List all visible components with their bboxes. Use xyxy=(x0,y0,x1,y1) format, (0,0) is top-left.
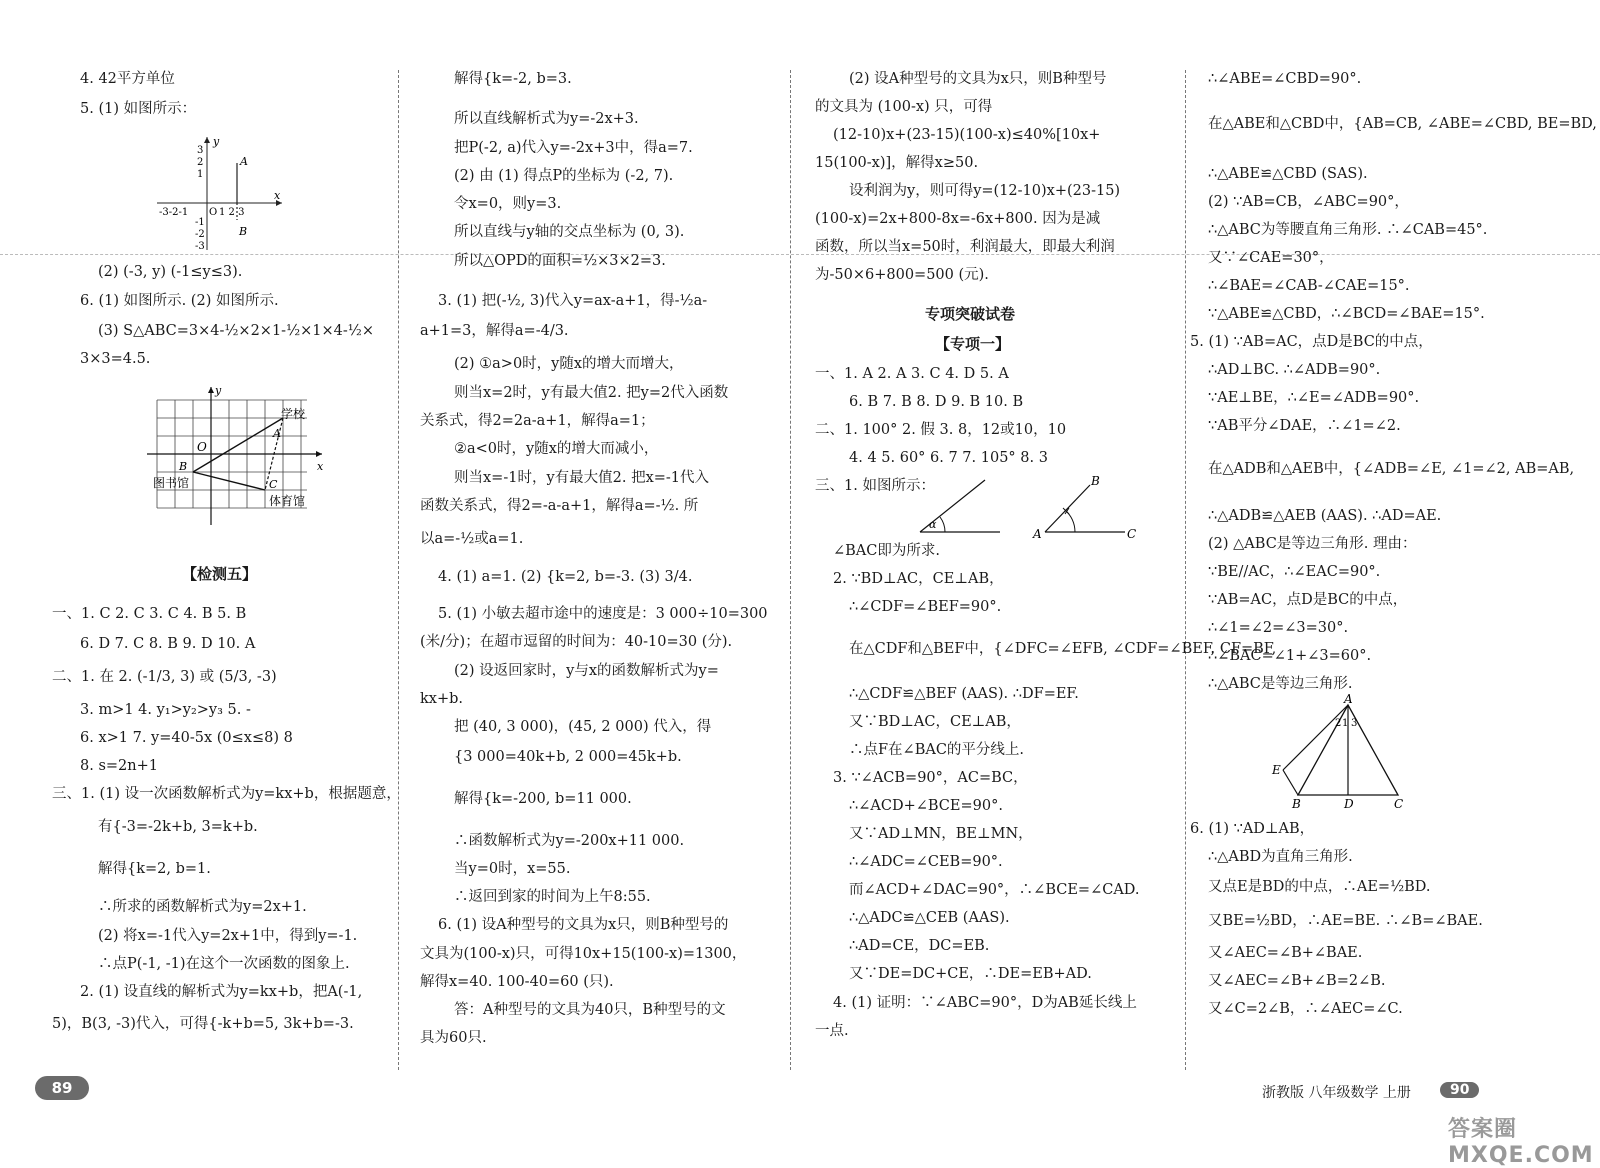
text-line: (2) (-3, y) (-1≤y≤3). xyxy=(98,264,243,280)
text-line: 函数，所以当x=50时，利润最大，即最大利润 xyxy=(815,239,1115,255)
text-line: 又∠AEC=∠B+∠B=2∠B. xyxy=(1208,973,1386,989)
text-line: 5. (1) 如图所示： xyxy=(80,101,197,117)
text-line: 3. ∵∠ACB=90°，AC=BC， xyxy=(833,770,1028,786)
text-line: 4. 4 5. 60° 6. 7 7. 105° 8. 3 xyxy=(849,450,1048,466)
tick-label: 2 xyxy=(197,157,204,168)
text-line: 一、1. A 2. A 3. C 4. D 5. A xyxy=(815,366,1009,382)
text-line: 4. 42平方单位 xyxy=(80,71,175,87)
text-line: ∴∠ABE=∠CBD=90°. xyxy=(1208,71,1362,87)
point-label: A xyxy=(240,155,248,168)
text-line: 在△ABE和△CBD中，{AB=CB, ∠ABE=∠CBD, BE=BD, xyxy=(1208,116,1597,132)
text-line: (2) ①a>0时，y随x的增大而增大， xyxy=(454,356,684,372)
text-line: 6. (1) 如图所示. (2) 如图所示. xyxy=(80,293,279,309)
text-line: 15(100-x)]，解得x≥50. xyxy=(815,155,979,171)
text-line: 所以△OPD的面积=½×3×2=3. xyxy=(454,253,666,269)
text-line: 6. (1) 设A种型号的文具为x只，则B种型号的 xyxy=(438,917,729,933)
origin-label: O xyxy=(209,207,218,218)
text-line: ∴∠1=∠2=∠3=30°. xyxy=(1208,620,1349,636)
text-line: 5)，B(3, -3)代入，可得{-k+b=5, 3k+b=-3. xyxy=(52,1016,354,1032)
origin-label: O xyxy=(197,440,207,454)
text-line: 文具为(100-x)只，可得10x+15(100-x)=1300， xyxy=(420,946,747,962)
column-divider xyxy=(790,70,791,1070)
text-line: ∴∠BAE=∠CAB-∠CAE=15°. xyxy=(1208,278,1410,294)
text-line: ∴所求的函数解析式为y=2x+1. xyxy=(98,899,307,915)
text-line: 函数关系式，得2=-a-a+1，解得a=-½. 所 xyxy=(420,498,699,514)
text-line: 解得x=40. 100-40=60 (只). xyxy=(420,974,614,990)
text-line: 三、1. (1) 设一次函数解析式为y=kx+b，根据题意， xyxy=(52,786,401,802)
text-line: 解得{k=-2, b=3. xyxy=(454,71,572,87)
angle-label: 1 xyxy=(1342,718,1349,729)
text-line: (米/分)；在超市逗留的时间为：40-10=30 (分). xyxy=(420,634,733,650)
column-divider xyxy=(398,70,399,1070)
text-line: (2) △ABC是等边三角形. 理由： xyxy=(1208,536,1417,552)
text-line: ∵AE⊥BE，∴∠E=∠ADB=90°. xyxy=(1208,390,1420,406)
place-label: 体育馆 xyxy=(269,494,306,508)
svg-text:1 2 3: 1 2 3 xyxy=(219,207,245,218)
text-line: (2) 设返回家时，y与x的函数解析式为y= xyxy=(454,663,719,679)
tick-label: -3 xyxy=(195,241,205,252)
text-line: 4. (1) 证明：∵∠ABC=90°，D为AB延长线上 xyxy=(833,995,1137,1011)
text-line: {3 000=40k+b, 2 000=45k+b. xyxy=(454,749,682,765)
section-subtitle: 【专项一】 xyxy=(935,335,1011,353)
text-line: ∴△ADC≌△CEB (AAS). xyxy=(849,910,1010,926)
tick-label: 3 xyxy=(197,145,204,156)
point-label: E xyxy=(1272,763,1281,777)
text-line: 则当x=2时，y有最大值2. 把y=2代入函数 xyxy=(454,385,729,401)
point-label: A xyxy=(1344,692,1353,706)
text-line: 8. s=2n+1 xyxy=(80,758,158,774)
text-line: 3. m>1 4. y₁>y₂>y₃ 5. - xyxy=(80,702,251,718)
text-line: 又∵AD⊥MN，BE⊥MN， xyxy=(849,826,1033,842)
watermark-logo: 答案圈 MXQE.COM xyxy=(1448,1117,1594,1168)
point-label: B xyxy=(1292,797,1301,811)
tick-label: -2 xyxy=(195,229,205,240)
text-line: 的文具为 (100-x) 只，可得 xyxy=(815,99,993,115)
text-line: 则当x=-1时，y有最大值2. 把x=-1代入 xyxy=(454,470,710,486)
text-line: (2) 将x=-1代入y=2x+1中，得到y=-1. xyxy=(98,928,358,944)
place-label: 学校 xyxy=(281,407,306,421)
point-label: A xyxy=(273,427,281,440)
text-line: 而∠ACD+∠DAC=90°，∴∠BCE=∠CAD. xyxy=(849,882,1140,898)
text-line: 设利润为y，则可得y=(12-10)x+(23-15) xyxy=(849,183,1121,199)
text-line: kx+b. xyxy=(420,691,464,707)
text-line: 6. (1) ∵AD⊥AB， xyxy=(1190,821,1315,837)
text-line: 在△ADB和△AEB中，{∠ADB=∠E, ∠1=∠2, AB=AB, xyxy=(1208,461,1575,477)
page-number-right: 90 xyxy=(1440,1082,1479,1098)
point-label: C xyxy=(269,478,278,491)
tick-label: 1 xyxy=(197,169,204,180)
angle-label: 3 xyxy=(1351,718,1358,729)
page-number-left: 89 xyxy=(35,1076,89,1100)
text-line: ∴AD=CE，DC=EB. xyxy=(849,938,990,954)
coordinate-graph-1 xyxy=(157,135,287,255)
axis-label-y: y xyxy=(213,135,220,148)
axis-label-y: y xyxy=(215,384,222,397)
text-line: 又∵DE=DC+CE，∴DE=EB+AD. xyxy=(849,966,1092,982)
text-line: 4. (1) a=1. (2) {k=2, b=-3. (3) 3/4. xyxy=(438,569,693,585)
text-line: ∴返回到家的时间为上午8:55. xyxy=(454,889,651,905)
text-line: ∵△ABE≌△CBD，∴∠BCD=∠BAE=15°. xyxy=(1208,306,1485,322)
text-line: ∴函数解析式为y=-200x+11 000. xyxy=(454,833,685,849)
text-line: 在△CDF和△BEF中，{∠DFC=∠EFB, ∠CDF=∠BEF, CF=BF, xyxy=(849,641,1277,657)
text-line: 把 (40, 3 000)，(45, 2 000) 代入，得 xyxy=(454,719,712,735)
angle-label: α xyxy=(929,518,937,531)
text-line: ∴△CDF≌△BEF (AAS). ∴DF=EF. xyxy=(849,686,1079,702)
text-line: 具为60只. xyxy=(420,1030,487,1046)
text-line: (2) 设A种型号的文具为x只，则B种型号 xyxy=(849,71,1107,87)
column-divider xyxy=(1185,70,1186,1070)
text-line: ∵AB平分∠DAE，∴∠1=∠2. xyxy=(1208,418,1401,434)
text-line: 又BE=½BD，∴AE=BE. ∴∠B=∠BAE. xyxy=(1208,913,1483,929)
text-line: a+1=3，解得a=-4/3. xyxy=(420,323,569,339)
text-line: (2) 由 (1) 得点P的坐标为 (-2, 7). xyxy=(454,168,674,184)
text-line: 又∠C=2∠B，∴∠AEC=∠C. xyxy=(1208,1001,1403,1017)
text-line: (3) S△ABC=3×4-½×2×1-½×1×4-½× xyxy=(98,323,374,339)
point-label: C xyxy=(1127,527,1137,541)
axis-label-x: x xyxy=(317,460,324,473)
text-line: 三、1. 如图所示： xyxy=(815,478,935,494)
coordinate-graph-2 xyxy=(153,384,347,530)
place-label: 图书馆 xyxy=(153,476,190,490)
text-line: ∴点F在∠BAC的平分线上. xyxy=(849,742,1025,758)
angle-label: 2 xyxy=(1335,718,1342,729)
text-line: 5. (1) ∵AB=AC，点D是BC的中点， xyxy=(1190,334,1433,350)
text-line: ∴△ABC是等边三角形. xyxy=(1208,676,1353,692)
text-line: 解得{k=-200, b=11 000. xyxy=(454,791,632,807)
text-line: ∴∠CDF=∠BEF=90°. xyxy=(849,599,1002,615)
text-line: 令x=0，则y=3. xyxy=(454,196,562,212)
text-line: 一点. xyxy=(815,1023,849,1039)
point-label: C xyxy=(1394,797,1404,811)
edition-label: 浙教版 八年级数学 上册 xyxy=(1262,1085,1411,1101)
point-label: A xyxy=(1033,527,1042,541)
text-line: ∴△ADB≌△AEB (AAS). ∴AD=AE. xyxy=(1208,508,1442,524)
text-line: ∵AB=AC，点D是BC的中点， xyxy=(1208,592,1408,608)
tick-label: -1 xyxy=(195,217,205,228)
text-line: 关系式，得2=2a-a+1，解得a=1； xyxy=(420,413,655,429)
text-line: 把P(-2, a)代入y=-2x+3中，得a=7. xyxy=(454,140,693,156)
triangle-figure xyxy=(1272,692,1418,811)
text-line: 答：A种型号的文具为40只，B种型号的文 xyxy=(454,1002,726,1018)
text-line: (2) ∵AB=CB，∠ABC=90°， xyxy=(1208,194,1409,210)
text-line: ∴点P(-1, -1)在这个一次函数的图象上. xyxy=(98,956,350,972)
text-line: 又∵BD⊥AC，CE⊥AB， xyxy=(849,714,1021,730)
text-line: ∴△ABD为直角三角形. xyxy=(1208,849,1353,865)
text-line: 二、1. 在 2. (-1/3, 3) 或 (5/3, -3) xyxy=(52,669,277,685)
point-label: D xyxy=(1344,797,1354,811)
text-line: 3×3=4.5. xyxy=(80,351,151,367)
text-line: ∴△ABC为等腰直角三角形. ∴∠CAB=45°. xyxy=(1208,222,1488,238)
section-title: 专项突破试卷 xyxy=(925,305,1016,323)
text-line: (100-x)=2x+800-8x=-6x+800. 因为是减 xyxy=(815,211,1101,227)
text-line: 6. D 7. C 8. B 9. D 10. A xyxy=(80,636,256,652)
text-line: 6. B 7. B 8. D 9. B 10. B xyxy=(849,394,1024,410)
text-line: ∴∠ADC=∠CEB=90°. xyxy=(849,854,1003,870)
point-label: B xyxy=(179,460,188,473)
axis-label-x: x xyxy=(274,189,281,202)
text-line: 当y=0时，x=55. xyxy=(454,861,571,877)
point-label: B xyxy=(1091,474,1100,488)
text-line: 一、1. C 2. C 3. C 4. B 5. B xyxy=(52,606,247,622)
text-line: 又点E是BD的中点，∴AE=½BD. xyxy=(1208,879,1431,895)
text-line: 有{-3=-2k+b, 3=k+b. xyxy=(98,819,258,835)
text-line: 为-50×6+800=500 (元). xyxy=(815,267,989,283)
text-line: 6. x>1 7. y=40-5x (0≤x≤8) 8 xyxy=(80,730,293,746)
text-line: ∴△ABE≌△CBD (SAS). xyxy=(1208,166,1368,182)
text-line: 二、1. 100° 2. 假 3. 8，12或10，10 xyxy=(815,422,1067,438)
text-line: ∴∠BAC=∠1+∠3=60°. xyxy=(1208,648,1372,664)
text-line: ∴∠ACD+∠BCE=90°. xyxy=(849,798,1003,814)
text-line: ∵BE//AC，∴∠EAC=90°. xyxy=(1208,564,1381,580)
section-title: 【检测五】 xyxy=(182,565,258,583)
point-label: B xyxy=(239,225,248,238)
text-line: 又∠AEC=∠B+∠BAE. xyxy=(1208,945,1363,961)
text-line: 所以直线与y轴的交点坐标为 (0, 3). xyxy=(454,224,685,240)
text-line: (12-10)x+(23-15)(100-x)≤40%[10x+ xyxy=(833,127,1101,143)
text-line: 以a=-½或a=1. xyxy=(420,531,524,547)
text-line: 所以直线解析式为y=-2x+3. xyxy=(454,111,639,127)
text-line: ∠BAC即为所求. xyxy=(833,543,940,559)
svg-text:-3-2-1: -3-2-1 xyxy=(159,207,189,218)
text-line: 5. (1) 小敏去超市途中的速度是：3 000÷10=300 xyxy=(438,606,768,622)
text-line: 3. (1) 把(-½, 3)代入y=ax-a+1，得-½a- xyxy=(438,293,708,309)
text-line: 2. (1) 设直线的解析式为y=kx+b，把A(-1, xyxy=(80,984,363,1000)
text-line: ②a<0时，y随x的增大而减小， xyxy=(454,441,659,457)
text-line: ∴AD⊥BC. ∴∠ADB=90°. xyxy=(1208,362,1381,378)
text-line: 2. ∵BD⊥AC，CE⊥AB， xyxy=(833,571,1004,587)
text-line: 又∵∠CAE=30°， xyxy=(1208,250,1334,266)
angle-construction-figure xyxy=(915,470,1155,540)
text-line: 解得{k=2, b=1. xyxy=(98,861,211,877)
